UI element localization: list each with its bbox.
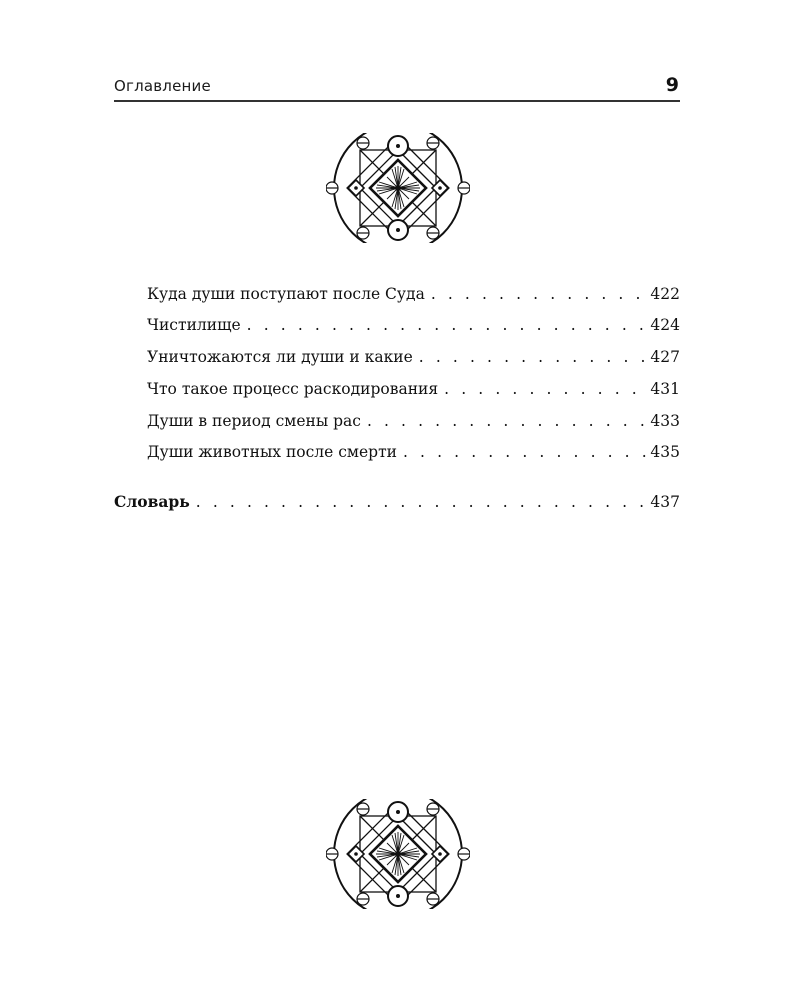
toc-main-entry[interactable] [114, 492, 680, 512]
toc-entry-page: 427 [650, 348, 680, 366]
toc-entry-page: 431 [650, 380, 680, 398]
mandala-ornament-icon [326, 133, 470, 243]
toc-entry-page: 422 [650, 285, 680, 303]
toc-entry-title: Души в период смены рас [147, 412, 361, 430]
running-header-title: Оглавление [114, 77, 211, 95]
leader-dots [196, 492, 647, 512]
toc-entry[interactable] [147, 411, 680, 431]
toc-entry[interactable] [147, 347, 680, 367]
toc-entry[interactable] [147, 379, 680, 399]
toc-entry[interactable] [147, 442, 680, 462]
toc-entry-title: Уничтожаются ли души и какие [147, 348, 413, 366]
mandala-ornament-icon [326, 799, 470, 909]
toc-entry-page: 433 [650, 412, 680, 430]
leader-dots [444, 379, 646, 399]
toc-entry-title: Что такое процесс раскодирования [147, 380, 439, 398]
toc-entry[interactable] [147, 315, 680, 335]
toc-entry[interactable] [147, 284, 680, 304]
toc-entry-title: Души животных после смерти [147, 443, 397, 461]
leader-dots [431, 284, 647, 304]
leader-dots [419, 347, 647, 367]
leader-dots [403, 442, 646, 462]
toc-entry-title: Куда души поступают после Суда [147, 285, 425, 303]
toc-main-entry-title: Словарь [114, 492, 190, 511]
toc-entry-page: 424 [650, 316, 680, 334]
toc-entry-page: 435 [650, 443, 680, 461]
header-divider [114, 100, 680, 102]
leader-dots [367, 411, 646, 431]
leader-dots [247, 315, 647, 335]
toc-main-entry-page: 437 [650, 493, 680, 511]
page-number: 9 [665, 74, 679, 96]
toc-entry-title: Чистилище [147, 316, 241, 334]
